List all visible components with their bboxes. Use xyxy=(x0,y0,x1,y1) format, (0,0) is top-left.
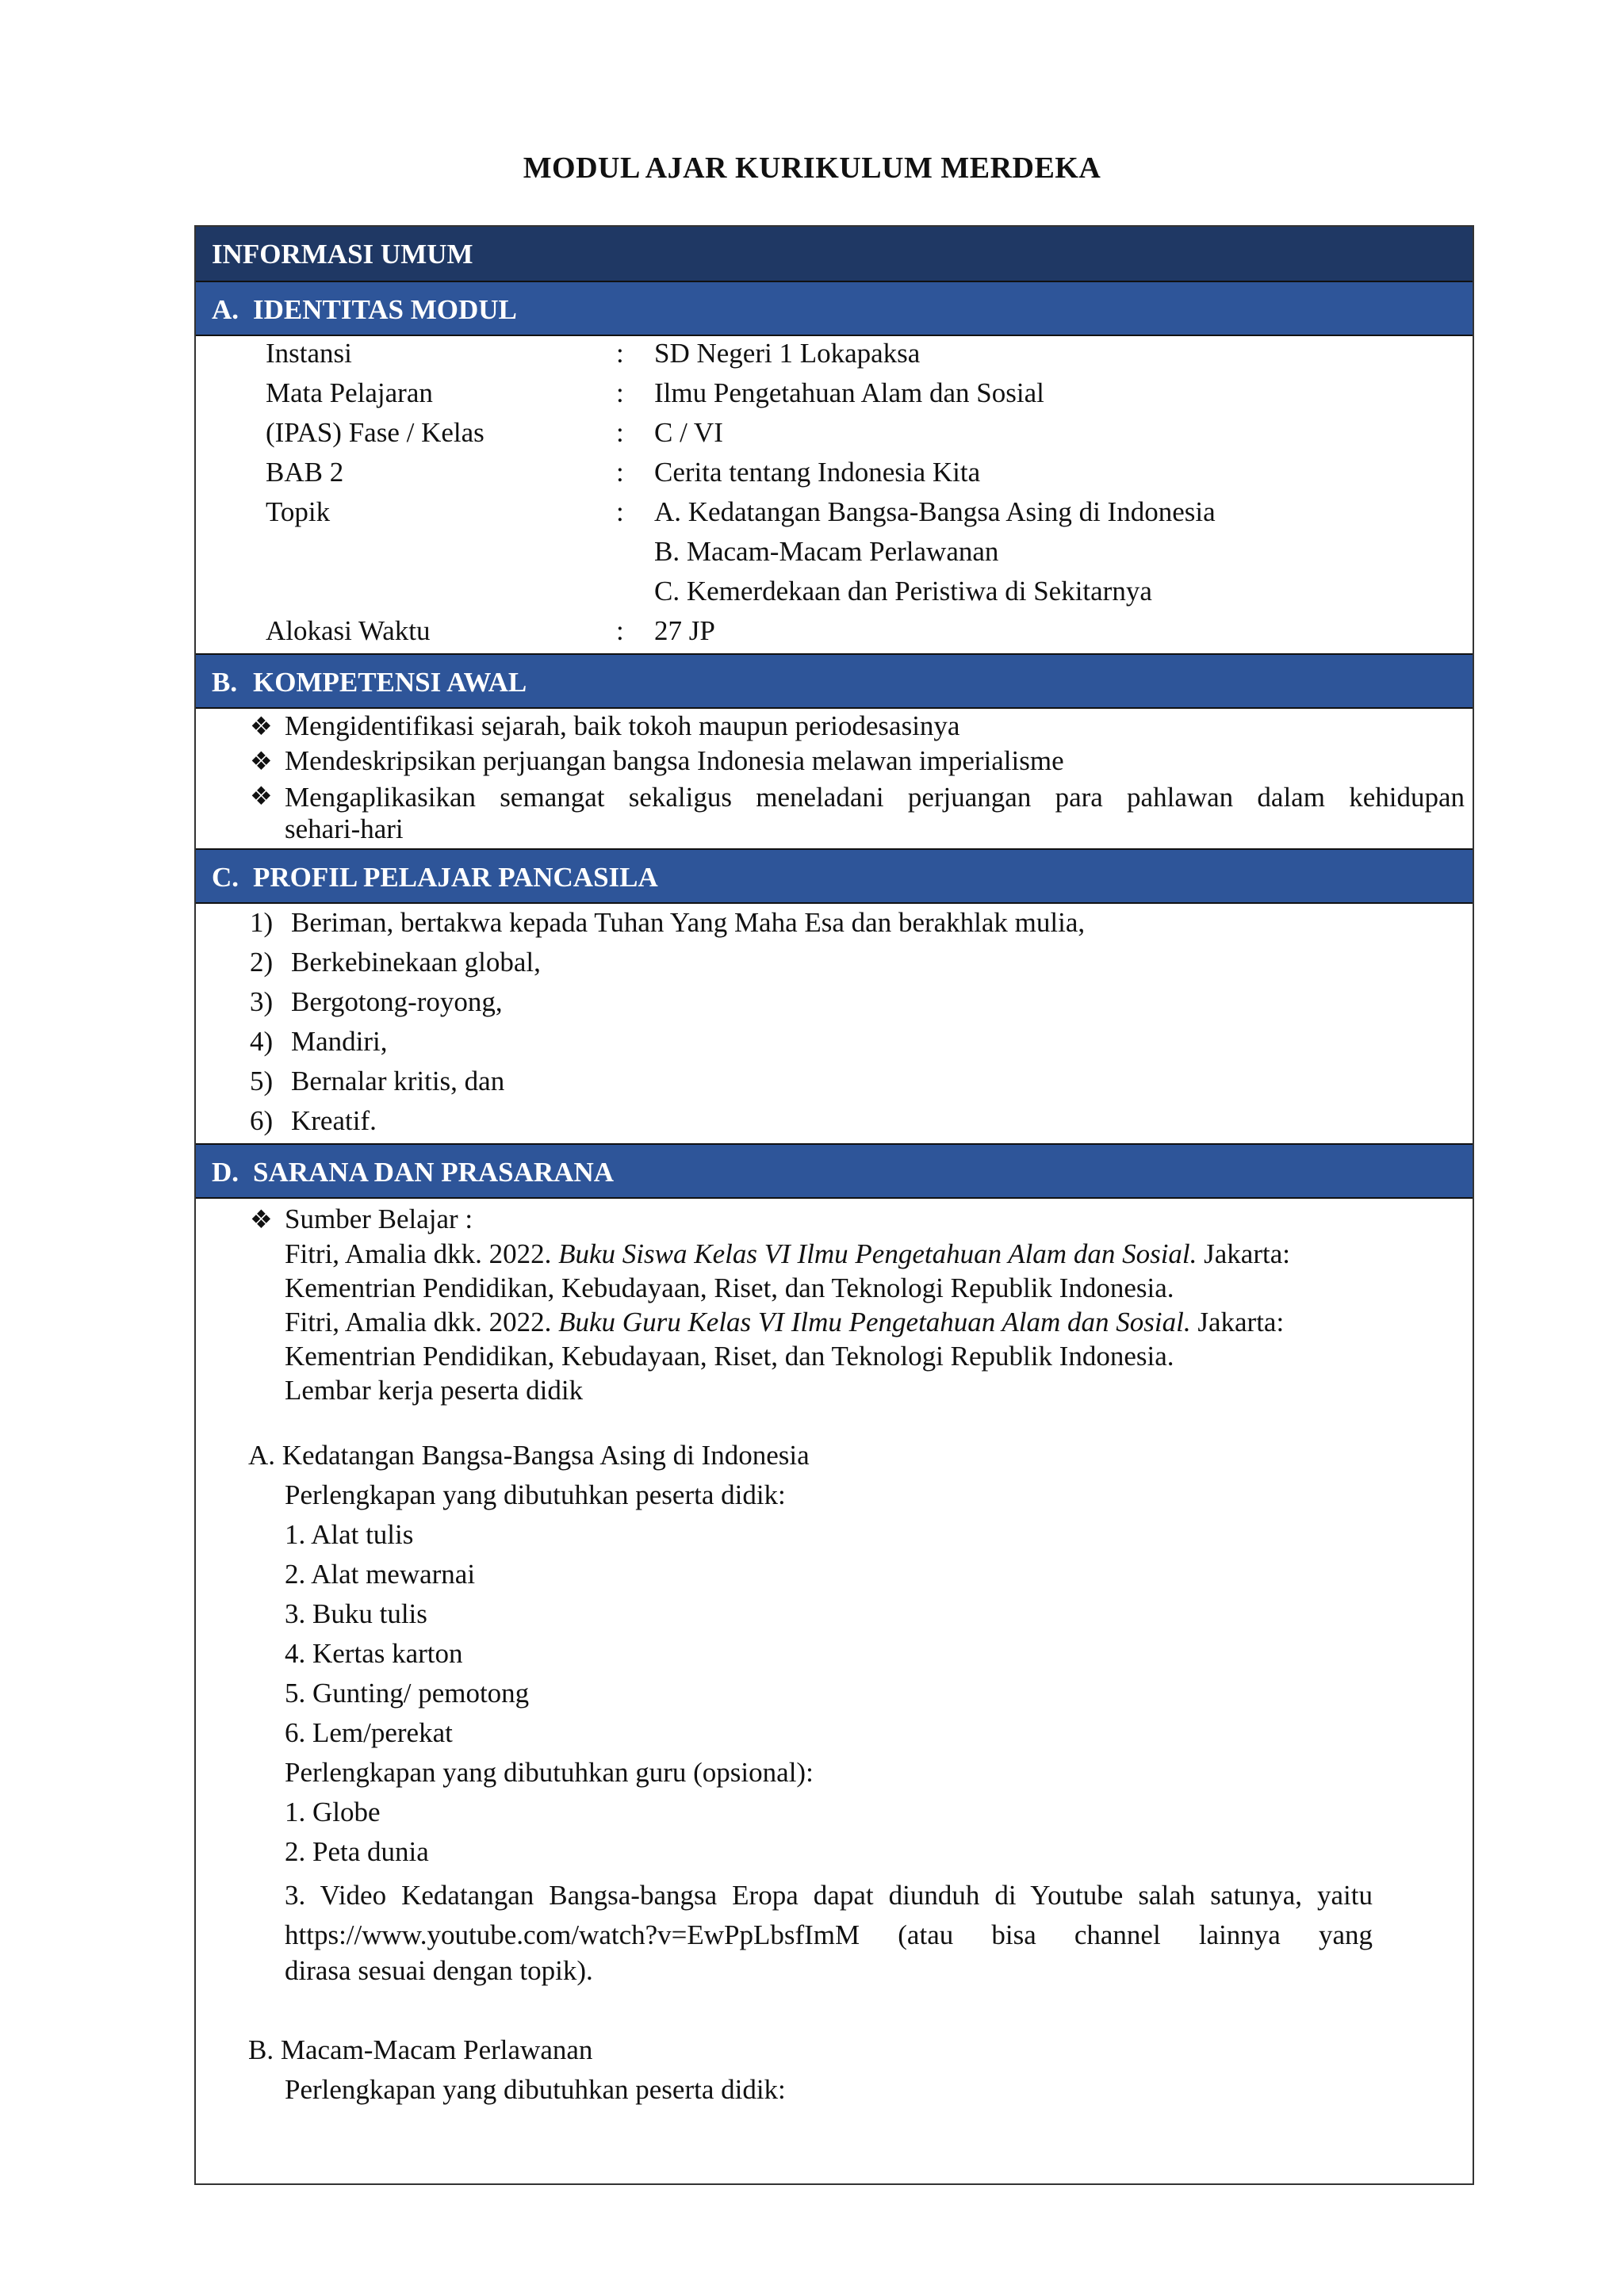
topik-label: Topik xyxy=(266,496,331,527)
info-table xyxy=(194,225,1474,2185)
topik-item-1: A. Kedatangan Bangsa-Bangsa Asing di Indonesia xyxy=(654,496,1216,527)
kompetensi-item-3 xyxy=(285,780,1465,814)
colon: : xyxy=(616,338,624,369)
profil-number-5: 5) xyxy=(250,1066,274,1096)
instansi-label: Instansi xyxy=(266,338,352,369)
section-c-title: PROFIL PELAJAR PANCASILA xyxy=(253,862,658,893)
profil-item-6: Kreatif. xyxy=(291,1105,377,1136)
siswa-item-3: 3. Buku tulis xyxy=(285,1598,427,1629)
alokasi-label: Alokasi Waktu xyxy=(266,615,431,646)
ref2-city: Jakarta: xyxy=(1197,1307,1285,1337)
profil-item-3: Bergotong-royong, xyxy=(291,986,503,1017)
ref1-publisher: Kementrian Pendidikan, Kebudayaan, Riset, dan Teknologi Republik Indonesia. xyxy=(285,1272,1174,1303)
guru-item-1: 1. Globe xyxy=(285,1797,381,1827)
section-d-header xyxy=(196,1143,1473,1199)
section-a-letter: A. xyxy=(212,294,239,325)
section-b-header xyxy=(196,653,1473,709)
diamond-bullet-icon: ❖ xyxy=(250,712,273,740)
siswa-perlengkapan-label-b: Perlengkapan yang dibutuhkan peserta didik: xyxy=(285,2074,786,2105)
section-c-letter: C. xyxy=(212,862,239,893)
colon: : xyxy=(616,615,624,646)
section-d-title: SARANA DAN PRASARANA xyxy=(253,1157,615,1188)
profil-item-2: Berkebinekaan global, xyxy=(291,947,541,978)
ref2-author: Fitri, Amalia dkk. 2022. xyxy=(285,1307,552,1337)
topic-b-heading: B. Macam-Macam Perlawanan xyxy=(248,2034,593,2065)
guru-item-3-line-2: https://www.youtube.com/watch?v=EwPpLbsfImM (atau bisa channel lainnya yang xyxy=(285,1919,1373,1950)
ref1-title: Buku Siswa Kelas VI Ilmu Pengetahuan Alam dan Sosial. xyxy=(558,1238,1197,1269)
lembar-kerja: Lembar kerja peserta didik xyxy=(285,1375,584,1406)
section-d-letter: D. xyxy=(212,1157,239,1188)
profil-item-1: Beriman, bertakwa kepada Tuhan Yang Maha Esa dan berakhlak mulia, xyxy=(291,907,1086,938)
guru-item-3-line-3: dirasa sesuai dengan topik). xyxy=(285,1955,593,1986)
kompetensi-item-1: Mengidentifikasi sejarah, baik tokoh maupun periodesasinya xyxy=(285,710,960,741)
header-label: INFORMASI UMUM xyxy=(212,239,473,270)
header-informasi-umum xyxy=(196,227,1473,282)
topic-a-heading: A. Kedatangan Bangsa-Bangsa Asing di Indonesia xyxy=(248,1440,810,1471)
ref1-author: Fitri, Amalia dkk. 2022. xyxy=(285,1238,552,1269)
bab-value: Cerita tentang Indonesia Kita xyxy=(654,457,981,488)
siswa-item-1: 1. Alat tulis xyxy=(285,1519,414,1550)
diamond-bullet-icon: ❖ xyxy=(250,1205,273,1234)
profil-item-5: Bernalar kritis, dan xyxy=(291,1066,505,1096)
colon: : xyxy=(616,457,624,488)
kompetensi-item-3-line-1: Mengaplikasikan semangat sekaligus meneladani perjuangan para pahlawan dalam kehidupan xyxy=(285,782,1465,813)
diamond-bullet-icon: ❖ xyxy=(250,747,273,775)
reference-1-line-1 xyxy=(285,1238,1290,1270)
profil-number-6: 6) xyxy=(250,1105,274,1136)
section-b-letter: B. xyxy=(212,667,238,698)
colon: : xyxy=(616,417,624,448)
ref1-city: Jakarta: xyxy=(1204,1238,1290,1269)
guru-item-3 xyxy=(285,1876,1373,1955)
reference-2-line-1 xyxy=(285,1307,1284,1338)
fase-value: C / VI xyxy=(654,417,723,448)
profil-number-4: 4) xyxy=(250,1026,274,1057)
page-title: MODUL AJAR KURIKULUM MERDEKA xyxy=(523,151,1101,185)
guru-item-3-line-1: 3. Video Kedatangan Bangsa-bangsa Eropa dapat diunduh di Youtube salah satunya, yaitu xyxy=(285,1880,1373,1911)
siswa-item-4: 4. Kertas karton xyxy=(285,1638,463,1669)
topik-item-3: C. Kemerdekaan dan Peristiwa di Sekitarnya xyxy=(654,576,1152,607)
instansi-value: SD Negeri 1 Lokapaksa xyxy=(654,338,921,369)
sumber-belajar-label: Sumber Belajar : xyxy=(285,1203,473,1234)
siswa-perlengkapan-label: Perlengkapan yang dibutuhkan peserta didik: xyxy=(285,1479,786,1510)
siswa-item-6: 6. Lem/perekat xyxy=(285,1717,453,1748)
guru-item-2: 2. Peta dunia xyxy=(285,1836,429,1867)
profil-number-1: 1) xyxy=(250,907,274,938)
ref2-publisher: Kementrian Pendidikan, Kebudayaan, Riset, dan Teknologi Republik Indonesia. xyxy=(285,1341,1174,1372)
guru-perlengkapan-label: Perlengkapan yang dibutuhkan guru (opsional): xyxy=(285,1757,814,1788)
kompetensi-item-3-line-2: sehari-hari xyxy=(285,813,404,844)
section-a-title: IDENTITAS MODUL xyxy=(253,294,517,325)
alokasi-value: 27 JP xyxy=(654,615,715,646)
topik-item-2: B. Macam-Macam Perlawanan xyxy=(654,536,999,567)
section-b-title: KOMPETENSI AWAL xyxy=(253,667,527,698)
profil-item-4: Mandiri, xyxy=(291,1026,388,1057)
siswa-item-2: 2. Alat mewarnai xyxy=(285,1559,476,1590)
section-a-header xyxy=(196,281,1473,336)
fase-label: (IPAS) Fase / Kelas xyxy=(266,417,485,448)
siswa-item-5: 5. Gunting/ pemotong xyxy=(285,1678,530,1709)
colon: : xyxy=(616,377,624,408)
kompetensi-item-2: Mendeskripsikan perjuangan bangsa Indonesia melawan imperialisme xyxy=(285,745,1064,776)
section-c-header xyxy=(196,848,1473,904)
colon: : xyxy=(616,496,624,527)
profil-number-2: 2) xyxy=(250,947,274,978)
bab-label: BAB 2 xyxy=(266,457,344,488)
diamond-bullet-icon: ❖ xyxy=(250,782,273,810)
profil-number-3: 3) xyxy=(250,986,274,1017)
mapel-value: Ilmu Pengetahuan Alam dan Sosial xyxy=(654,377,1044,408)
mapel-label: Mata Pelajaran xyxy=(266,377,433,408)
ref2-title: Buku Guru Kelas VI Ilmu Pengetahuan Alam dan Sosial. xyxy=(558,1307,1191,1337)
